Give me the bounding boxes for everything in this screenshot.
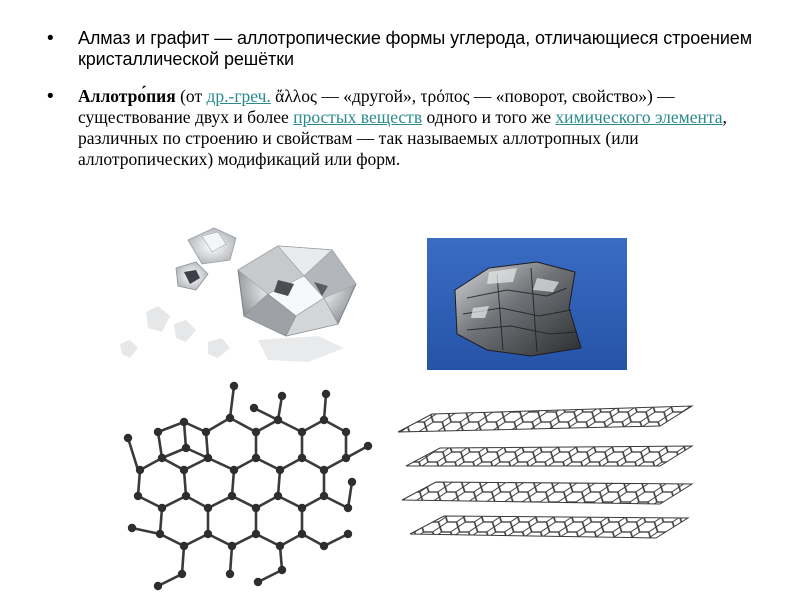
bullet-dot: • bbox=[47, 86, 54, 107]
graphite-layer bbox=[410, 516, 688, 538]
small-diamond bbox=[188, 228, 236, 264]
definition-text: , различных по строению и свойствам — так называемых аллотропных (или аллотропических) модификаций или форм. bbox=[78, 107, 727, 169]
diamond-photo bbox=[118, 220, 383, 370]
link-chemical-element[interactable]: химического элемента bbox=[555, 107, 723, 127]
bullet-item-allotropes bbox=[44, 28, 764, 70]
graphite-layer bbox=[402, 482, 692, 504]
definition-text: ἄλλος — «другой», τρόπος — «поворот, свойство») — существование двух и более bbox=[78, 86, 675, 127]
bullet-dot: • bbox=[47, 28, 54, 49]
bullet-list bbox=[44, 28, 764, 170]
graphite-layer bbox=[406, 446, 692, 466]
graphite-layers-diagram bbox=[392, 392, 702, 542]
definition-term: Аллотро́пия bbox=[78, 86, 176, 106]
definition-text: одного и того же bbox=[422, 107, 556, 127]
bullet-item-definition bbox=[44, 86, 764, 170]
link-ancient-greek[interactable]: др.-греч. bbox=[206, 86, 271, 106]
bullet-text: Алмаз и графит — аллотропические формы углерода, отличающиеся строением кристаллической решётки bbox=[78, 28, 752, 69]
diamond-lattice-diagram bbox=[118, 378, 388, 596]
graphite-layer bbox=[398, 406, 692, 432]
graphite-photo bbox=[427, 238, 627, 370]
definition-text: (от bbox=[175, 86, 207, 106]
link-simple-substances[interactable]: простых веществ bbox=[293, 107, 423, 127]
